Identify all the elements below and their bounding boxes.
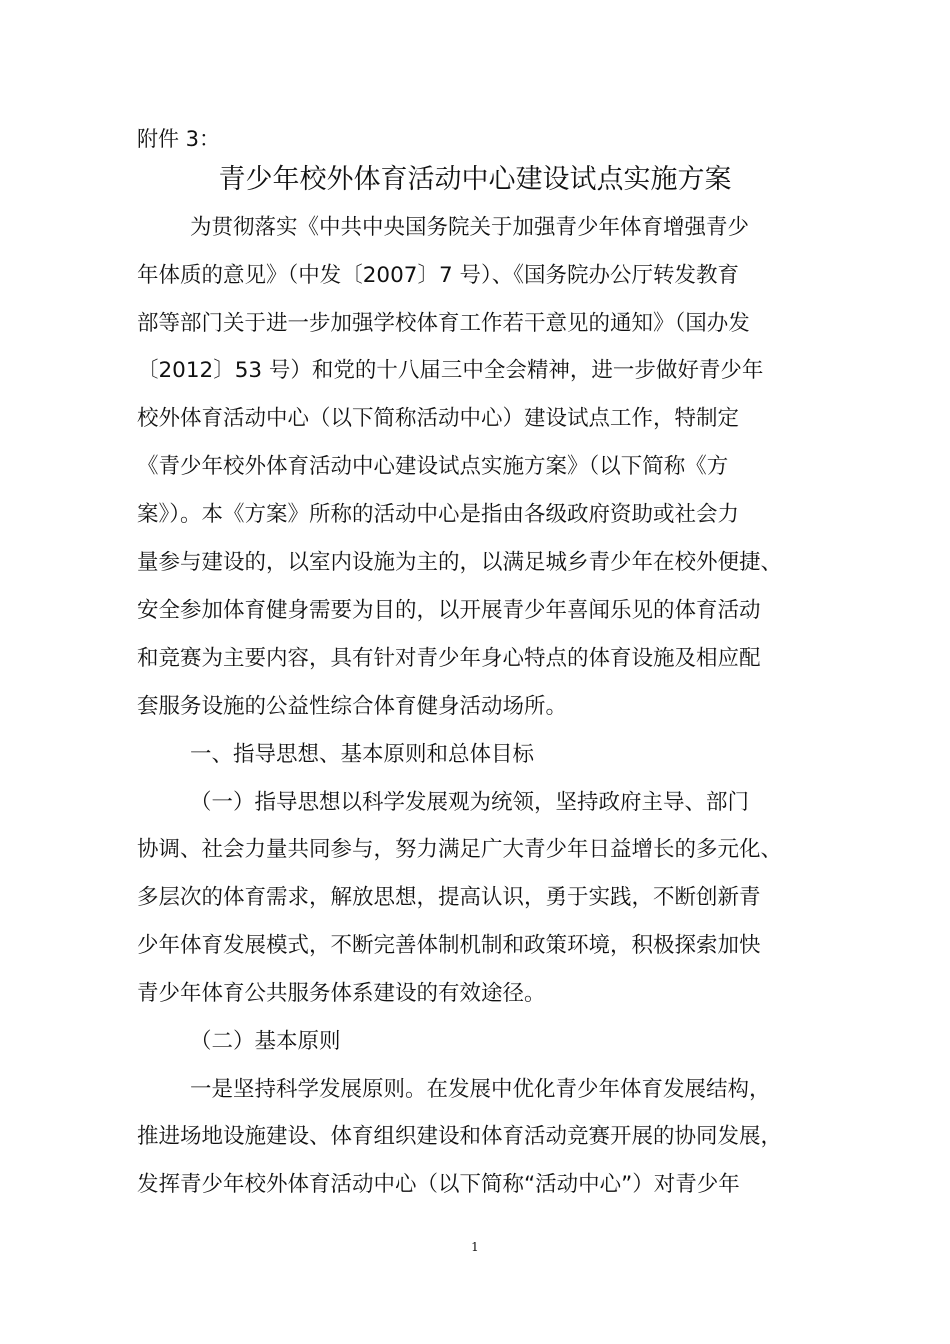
body-line: （一）指导思想以科学发展观为统领，坚持政府主导、部门 bbox=[190, 790, 750, 815]
body-line: 案》）。本《方案》所称的活动中心是指由各级政府资助或社会力 bbox=[137, 502, 740, 527]
subsection-heading: （二）基本原则 bbox=[190, 1029, 341, 1054]
body-line: 少年体育发展模式，不断完善体制机制和政策环境，积极探索加快 bbox=[137, 933, 761, 958]
page-number: 1 bbox=[471, 1240, 479, 1254]
body-line: 校外体育活动中心（以下简称活动中心）建设试点工作，特制定 bbox=[137, 406, 740, 431]
document-title: 青少年校外体育活动中心建设试点实施方案 bbox=[218, 164, 732, 195]
body-line: 多层次的体育需求，解放思想，提高认识，勇于实践，不断创新青 bbox=[137, 885, 761, 910]
body-line: 发挥青少年校外体育活动中心（以下简称“活动中心”）对青少年 bbox=[137, 1172, 740, 1197]
body-line: 推进场地设施建设、体育组织建设和体育活动竞赛开展的协同发展， bbox=[137, 1124, 783, 1149]
body-line: 年体质的意见》（中发〔2007〕7 号）、《国务院办公厅转发教育 bbox=[137, 263, 739, 288]
body-line: 部等部门关于进一步加强学校体育工作若干意见的通知》（国办发 bbox=[137, 311, 750, 336]
section-heading: 一、指导思想、基本原则和总体目标 bbox=[190, 742, 535, 767]
body-line: 《青少年校外体育活动中心建设试点实施方案》（以下简称《方 bbox=[137, 454, 729, 479]
attachment-label: 附件 3： bbox=[137, 127, 221, 151]
body-line: 一是坚持科学发展原则。在发展中优化青少年体育发展结构， bbox=[190, 1077, 771, 1102]
body-line: 〔2012〕53 号）和党的十八届三中全会精神，进一步做好青少年 bbox=[137, 358, 764, 383]
body-line: 和竞赛为主要内容，具有针对青少年身心特点的体育设施及相应配 bbox=[137, 646, 761, 671]
body-line: 青少年体育公共服务体系建设的有效途径。 bbox=[137, 981, 546, 1006]
body-line: 量参与建设的，以室内设施为主的，以满足城乡青少年在校外便捷、 bbox=[137, 550, 783, 575]
body-line: 协调、社会力量共同参与，努力满足广大青少年日益增长的多元化、 bbox=[137, 837, 783, 862]
body-line: 为贯彻落实《中共中央国务院关于加强青少年体育增强青少 bbox=[190, 215, 750, 240]
body-line: 套服务设施的公益性综合体育健身活动场所。 bbox=[137, 694, 568, 719]
body-line: 安全参加体育健身需要为目的，以开展青少年喜闻乐见的体育活动 bbox=[137, 598, 761, 623]
